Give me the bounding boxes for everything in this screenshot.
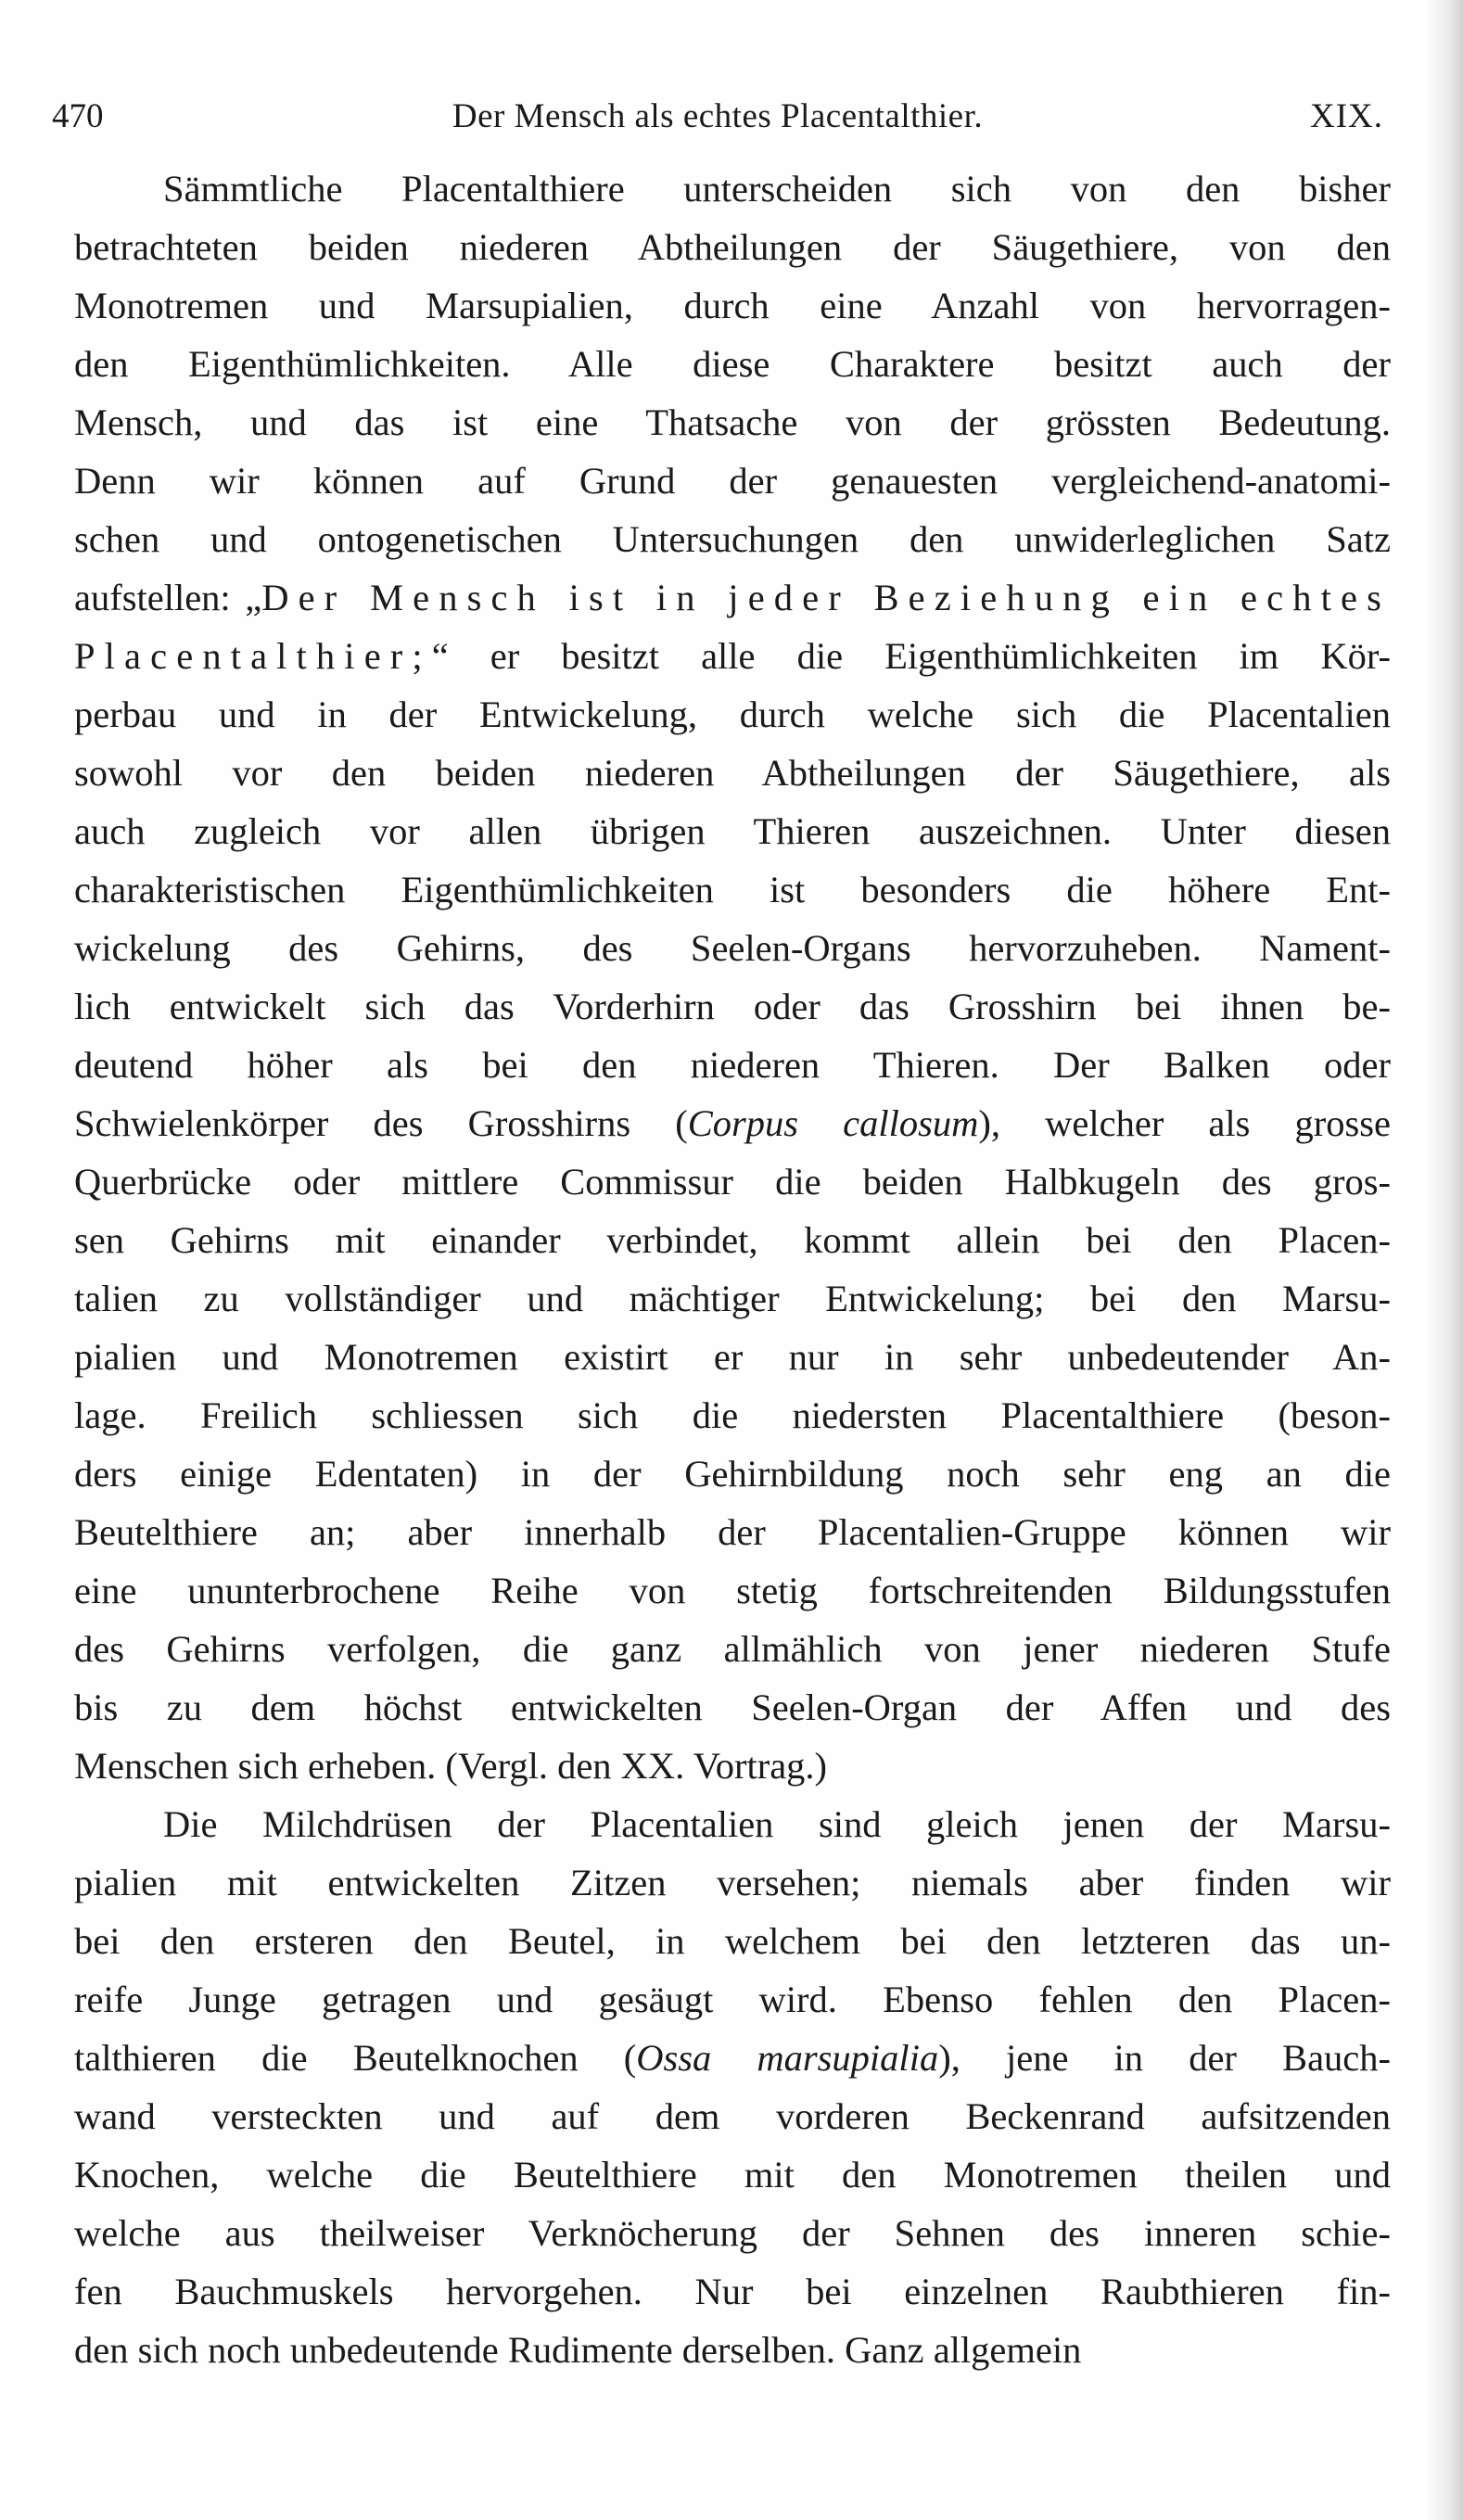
text-segment: den sich noch unbedeutende Rudimente derselben. Ganz allgemein [74, 2329, 1082, 2371]
text-line [74, 1328, 1391, 1386]
text-segment: fen Bauchmuskels hervorgehen. Nur bei einzelnen Raubthieren fin- [74, 2271, 1391, 2312]
text-line [74, 1970, 1391, 2029]
text-line [74, 510, 1391, 568]
text-line [74, 159, 1391, 218]
body-text [74, 159, 1391, 2379]
chapter-number: XIX. [1309, 97, 1383, 135]
text-line [74, 2029, 1391, 2087]
text-segment: Monotremen und Marsupialien, durch eine Anzahl von hervorragen- [74, 285, 1391, 326]
text-segment: deutend höher als bei den niederen Thieren. Der Balken oder [74, 1044, 1391, 1086]
text-segment: wand versteckten und auf dem vorderen Beckenrand aufsitzenden [74, 2095, 1391, 2137]
text-segment: reife Junge getragen und gesäugt wird. Ebenso fehlen den Placen- [74, 1979, 1391, 2020]
text-line [74, 2145, 1391, 2204]
text-line [74, 452, 1391, 510]
text-line [74, 919, 1391, 977]
text-segment: Mensch, und das ist eine Thatsache von der grössten Bedeutung. [74, 401, 1391, 443]
text-line [74, 744, 1391, 802]
text-line [74, 2087, 1391, 2145]
text-line [74, 802, 1391, 860]
text-segment: bis zu dem höchst entwickelten Seelen-Organ der Affen und des [74, 1686, 1391, 1728]
text-segment: Schwielenkörper des Grosshirns ( [74, 1102, 688, 1144]
text-segment: schen und ontogenetischen Untersuchungen den unwiderleglichen Satz [74, 518, 1391, 560]
text-line [74, 1094, 1391, 1152]
emphasized-text: Der Mensch ist in jeder Beziehung ein echtes [261, 577, 1391, 618]
text-line [74, 2321, 1391, 2379]
text-line [74, 1620, 1391, 1678]
text-segment: talien zu vollständiger und mächtiger Entwickelung; bei den Marsu- [74, 1278, 1391, 1319]
text-segment: sen Gehirns mit einander verbindet, kommt allein bei den Placen- [74, 1219, 1391, 1261]
text-line [74, 218, 1391, 276]
text-segment: talthieren die Beutelknochen ( [74, 2037, 637, 2079]
text-segment: pialien und Monotremen existirt er nur in sehr unbedeutender An- [74, 1336, 1391, 1378]
text-line [74, 1561, 1391, 1620]
text-segment: Sämmtliche Placentalthiere unterscheiden sich von den bisher [163, 168, 1391, 210]
text-line [74, 1503, 1391, 1561]
text-line [74, 685, 1391, 744]
text-segment: auch zugleich vor allen übrigen Thieren auszeichnen. Unter diesen [74, 810, 1391, 852]
text-segment: ), jene in der Bauch- [938, 2037, 1392, 2079]
text-segment: Knochen, welche die Beutelthiere mit den Monotremen theilen und [74, 2154, 1391, 2195]
text-line [74, 1036, 1391, 1094]
latin-term: Ossa marsupialia [636, 2037, 939, 2079]
text-segment: wickelung des Gehirns, des Seelen-Organs hervorzuheben. Nament- [74, 927, 1391, 969]
text-segment: sowohl vor den beiden niederen Abtheilungen der Säugethiere, als [74, 752, 1391, 794]
page-header [52, 89, 1383, 145]
text-segment: Denn wir können auf Grund der genauesten vergleichend-anatomi- [74, 460, 1391, 502]
text-segment: Die Milchdrüsen der Placentalien sind gleich jenen der Marsu- [163, 1803, 1391, 1845]
text-line [74, 1737, 1391, 1795]
text-line [74, 1445, 1391, 1503]
running-title: Der Mensch als echtes Placentalthier. [452, 97, 984, 135]
text-line [74, 276, 1391, 335]
text-segment: eine ununterbrochene Reihe von stetig fortschreitenden Bildungsstufen [74, 1570, 1391, 1611]
text-segment: betrachteten beiden niederen Abtheilungen der Säugethiere, von den [74, 226, 1391, 268]
page-number: 470 [52, 97, 104, 135]
emphasized-text: Placentalthier; [74, 635, 432, 677]
text-segment: perbau und in der Entwickelung, durch welche sich die Placentalien [74, 694, 1391, 735]
text-line [74, 627, 1391, 685]
scan-edge [1426, 0, 1463, 2520]
text-line [74, 1152, 1391, 1211]
text-segment: Beutelthiere an; aber innerhalb der Placentalien-Gruppe können wir [74, 1511, 1391, 1553]
text-line [74, 1795, 1391, 1853]
text-segment: den Eigenthümlichkeiten. Alle diese Charaktere besitzt auch der [74, 343, 1391, 385]
text-line [74, 568, 1391, 627]
text-line [74, 335, 1391, 393]
text-segment: welche aus theilweiser Verknöcherung der Sehnen des inneren schie- [74, 2212, 1391, 2254]
text-line [74, 1386, 1391, 1445]
text-segment: aufstellen: „ [74, 577, 262, 618]
text-line [74, 2204, 1391, 2262]
text-segment: des Gehirns verfolgen, die ganz allmählich von jener niederen Stufe [74, 1628, 1391, 1670]
text-line [74, 1211, 1391, 1269]
text-segment: ders einige Edentaten) in der Gehirnbildung noch sehr eng an die [74, 1453, 1391, 1495]
text-line [74, 1269, 1391, 1328]
text-segment: charakteristischen Eigenthümlichkeiten ist besonders die höhere Ent- [74, 869, 1391, 910]
text-line [74, 2262, 1391, 2321]
text-segment: lich entwickelt sich das Vorderhirn oder das Grosshirn bei ihnen be- [74, 986, 1391, 1027]
text-segment: ), welcher als grosse [978, 1102, 1392, 1144]
text-segment: Querbrücke oder mittlere Commissur die beiden Halbkugeln des gros- [74, 1161, 1391, 1203]
text-line [74, 977, 1391, 1036]
text-line [74, 860, 1391, 919]
text-segment: Menschen sich erheben. (Vergl. den XX. Vortrag.) [74, 1745, 828, 1787]
text-line [74, 1853, 1391, 1912]
text-line [74, 1678, 1391, 1737]
text-segment: “ er besitzt alle die Eigenthümlichkeiten im Kör- [431, 635, 1391, 677]
text-segment: bei den ersteren den Beutel, in welchem bei den letzteren das un- [74, 1920, 1391, 1962]
text-line [74, 1912, 1391, 1970]
text-segment: pialien mit entwickelten Zitzen versehen; niemals aber finden wir [74, 1862, 1391, 1903]
latin-term: Corpus callosum [687, 1102, 979, 1144]
text-segment: lage. Freilich schliessen sich die niedersten Placentalthiere (beson- [74, 1394, 1391, 1436]
text-line [74, 393, 1391, 452]
